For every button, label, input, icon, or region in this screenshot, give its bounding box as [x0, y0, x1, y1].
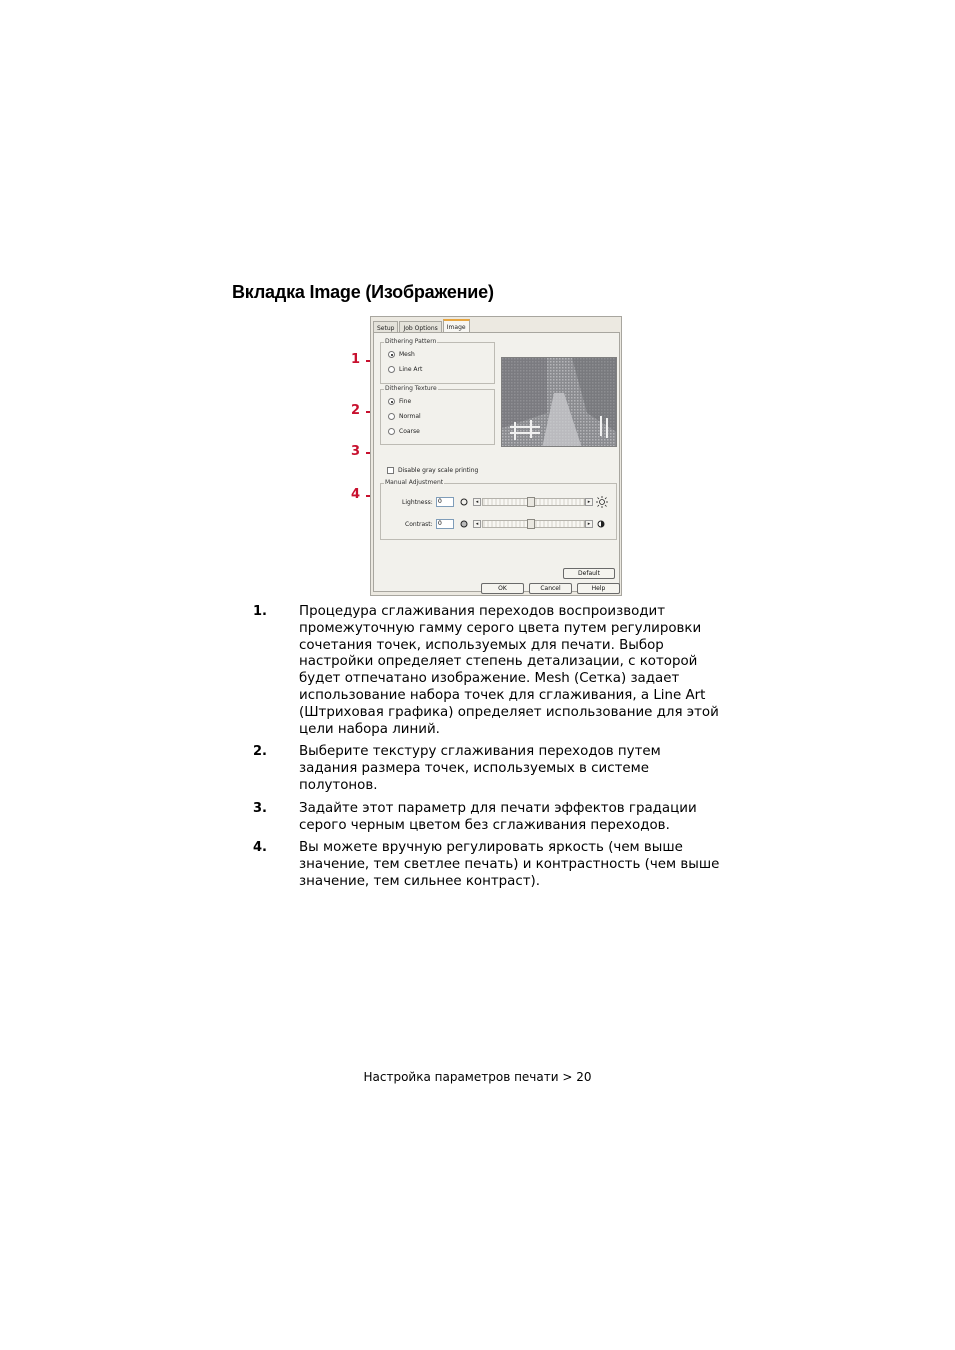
contrast-label: Contrast:: [405, 521, 433, 528]
lightness-slider-thumb[interactable]: [527, 497, 535, 507]
explanation-list: [253, 604, 723, 897]
printer-properties-dialog: [370, 316, 622, 596]
list-item: [253, 840, 723, 890]
item-text: Задайте этот параметр для печати эффектов градации серого черным цветом без сглаживания переходов.: [299, 800, 697, 833]
checkbox-icon[interactable]: [387, 467, 394, 474]
sun-icon: [596, 496, 608, 508]
ok-button[interactable]: OK: [481, 583, 524, 594]
contrast-decrease-arrow[interactable]: ◂: [473, 520, 481, 528]
list-item: [253, 604, 723, 738]
radio-button-icon[interactable]: [388, 366, 395, 373]
radio-button-icon[interactable]: [388, 428, 395, 435]
dark-circle-icon: [460, 498, 468, 506]
option-coarse[interactable]: Coarse: [388, 428, 420, 435]
lightness-value-field[interactable]: 0: [436, 497, 454, 507]
lightness-increase-arrow[interactable]: ▸: [585, 498, 593, 506]
section-heading: Вкладка Image (Изображение): [232, 282, 494, 302]
dithering-texture-title: Dithering Texture: [385, 385, 437, 392]
radio-button-icon[interactable]: [388, 351, 395, 358]
list-item: [253, 744, 723, 794]
option-mesh[interactable]: Mesh: [388, 351, 415, 358]
cancel-button[interactable]: Cancel: [529, 583, 572, 594]
radio-button-icon[interactable]: [388, 413, 395, 420]
item-text: Выберите текстуру сглаживания переходов путем задания размера точек, используемых в системе полутонов.: [299, 744, 661, 793]
help-button[interactable]: Help: [577, 583, 620, 594]
callout-4: 4: [346, 489, 384, 503]
callout-1: 1: [346, 354, 384, 368]
dithering-pattern-group: [380, 338, 495, 384]
option-normal[interactable]: Normal: [388, 413, 421, 420]
option-fine[interactable]: Fine: [388, 398, 411, 405]
tab-strip: [373, 319, 471, 333]
tab-job-options[interactable]: Job Options: [399, 321, 441, 334]
callout-2: 2: [346, 405, 384, 419]
item-text: Процедура сглаживания переходов воспроизводит промежуточную гамму серого цвета путем регулировки сочетания точек, используемых для печати. Выбор настройки определяет степень детализации, с которой будет отпечатано изображение. Mesh (Сетка) задает использование набора точек для сглаживания, а Line Art (Штриховая графика) определяет использование для этой цели набора линий.: [299, 604, 719, 737]
item-number: 1.: [253, 604, 267, 619]
default-button[interactable]: Default: [563, 568, 615, 579]
contrast-slider-thumb[interactable]: [527, 519, 535, 529]
item-number: 4.: [253, 840, 267, 856]
radio-button-icon[interactable]: [388, 398, 395, 405]
manual-adjustment-group: [380, 479, 617, 540]
contrast-value-field[interactable]: 0: [436, 519, 454, 529]
low-contrast-icon: [460, 520, 468, 528]
tab-image[interactable]: Image: [443, 319, 470, 334]
page-footer: Настройка параметров печати > 20: [363, 1070, 592, 1084]
lightness-decrease-arrow[interactable]: ◂: [473, 498, 481, 506]
image-tab-panel: [373, 332, 620, 592]
dithering-preview-image: [501, 357, 617, 447]
preview-landscape-icon: [502, 358, 617, 447]
tab-setup[interactable]: Setup: [373, 321, 398, 334]
disable-gray-scale-checkbox[interactable]: Disable gray scale printing: [387, 467, 478, 474]
item-number: 3.: [253, 800, 267, 816]
item-number: 2.: [253, 744, 267, 760]
option-line-art[interactable]: Line Art: [388, 366, 422, 373]
manual-adjustment-title: Manual Adjustment: [385, 479, 444, 486]
high-contrast-icon: [597, 520, 605, 528]
dithering-pattern-title: Dithering Pattern: [385, 338, 437, 345]
lightness-label: Lightness:: [402, 499, 433, 506]
callout-3: 3: [346, 446, 384, 460]
item-text: Вы можете вручную регулировать яркость (чем выше значение, тем светлее печать) и контрастность (чем выше значение, тем сильнее контраст).: [299, 840, 720, 889]
dithering-texture-group: [380, 385, 495, 445]
contrast-increase-arrow[interactable]: ▸: [585, 520, 593, 528]
list-item: [253, 801, 723, 835]
